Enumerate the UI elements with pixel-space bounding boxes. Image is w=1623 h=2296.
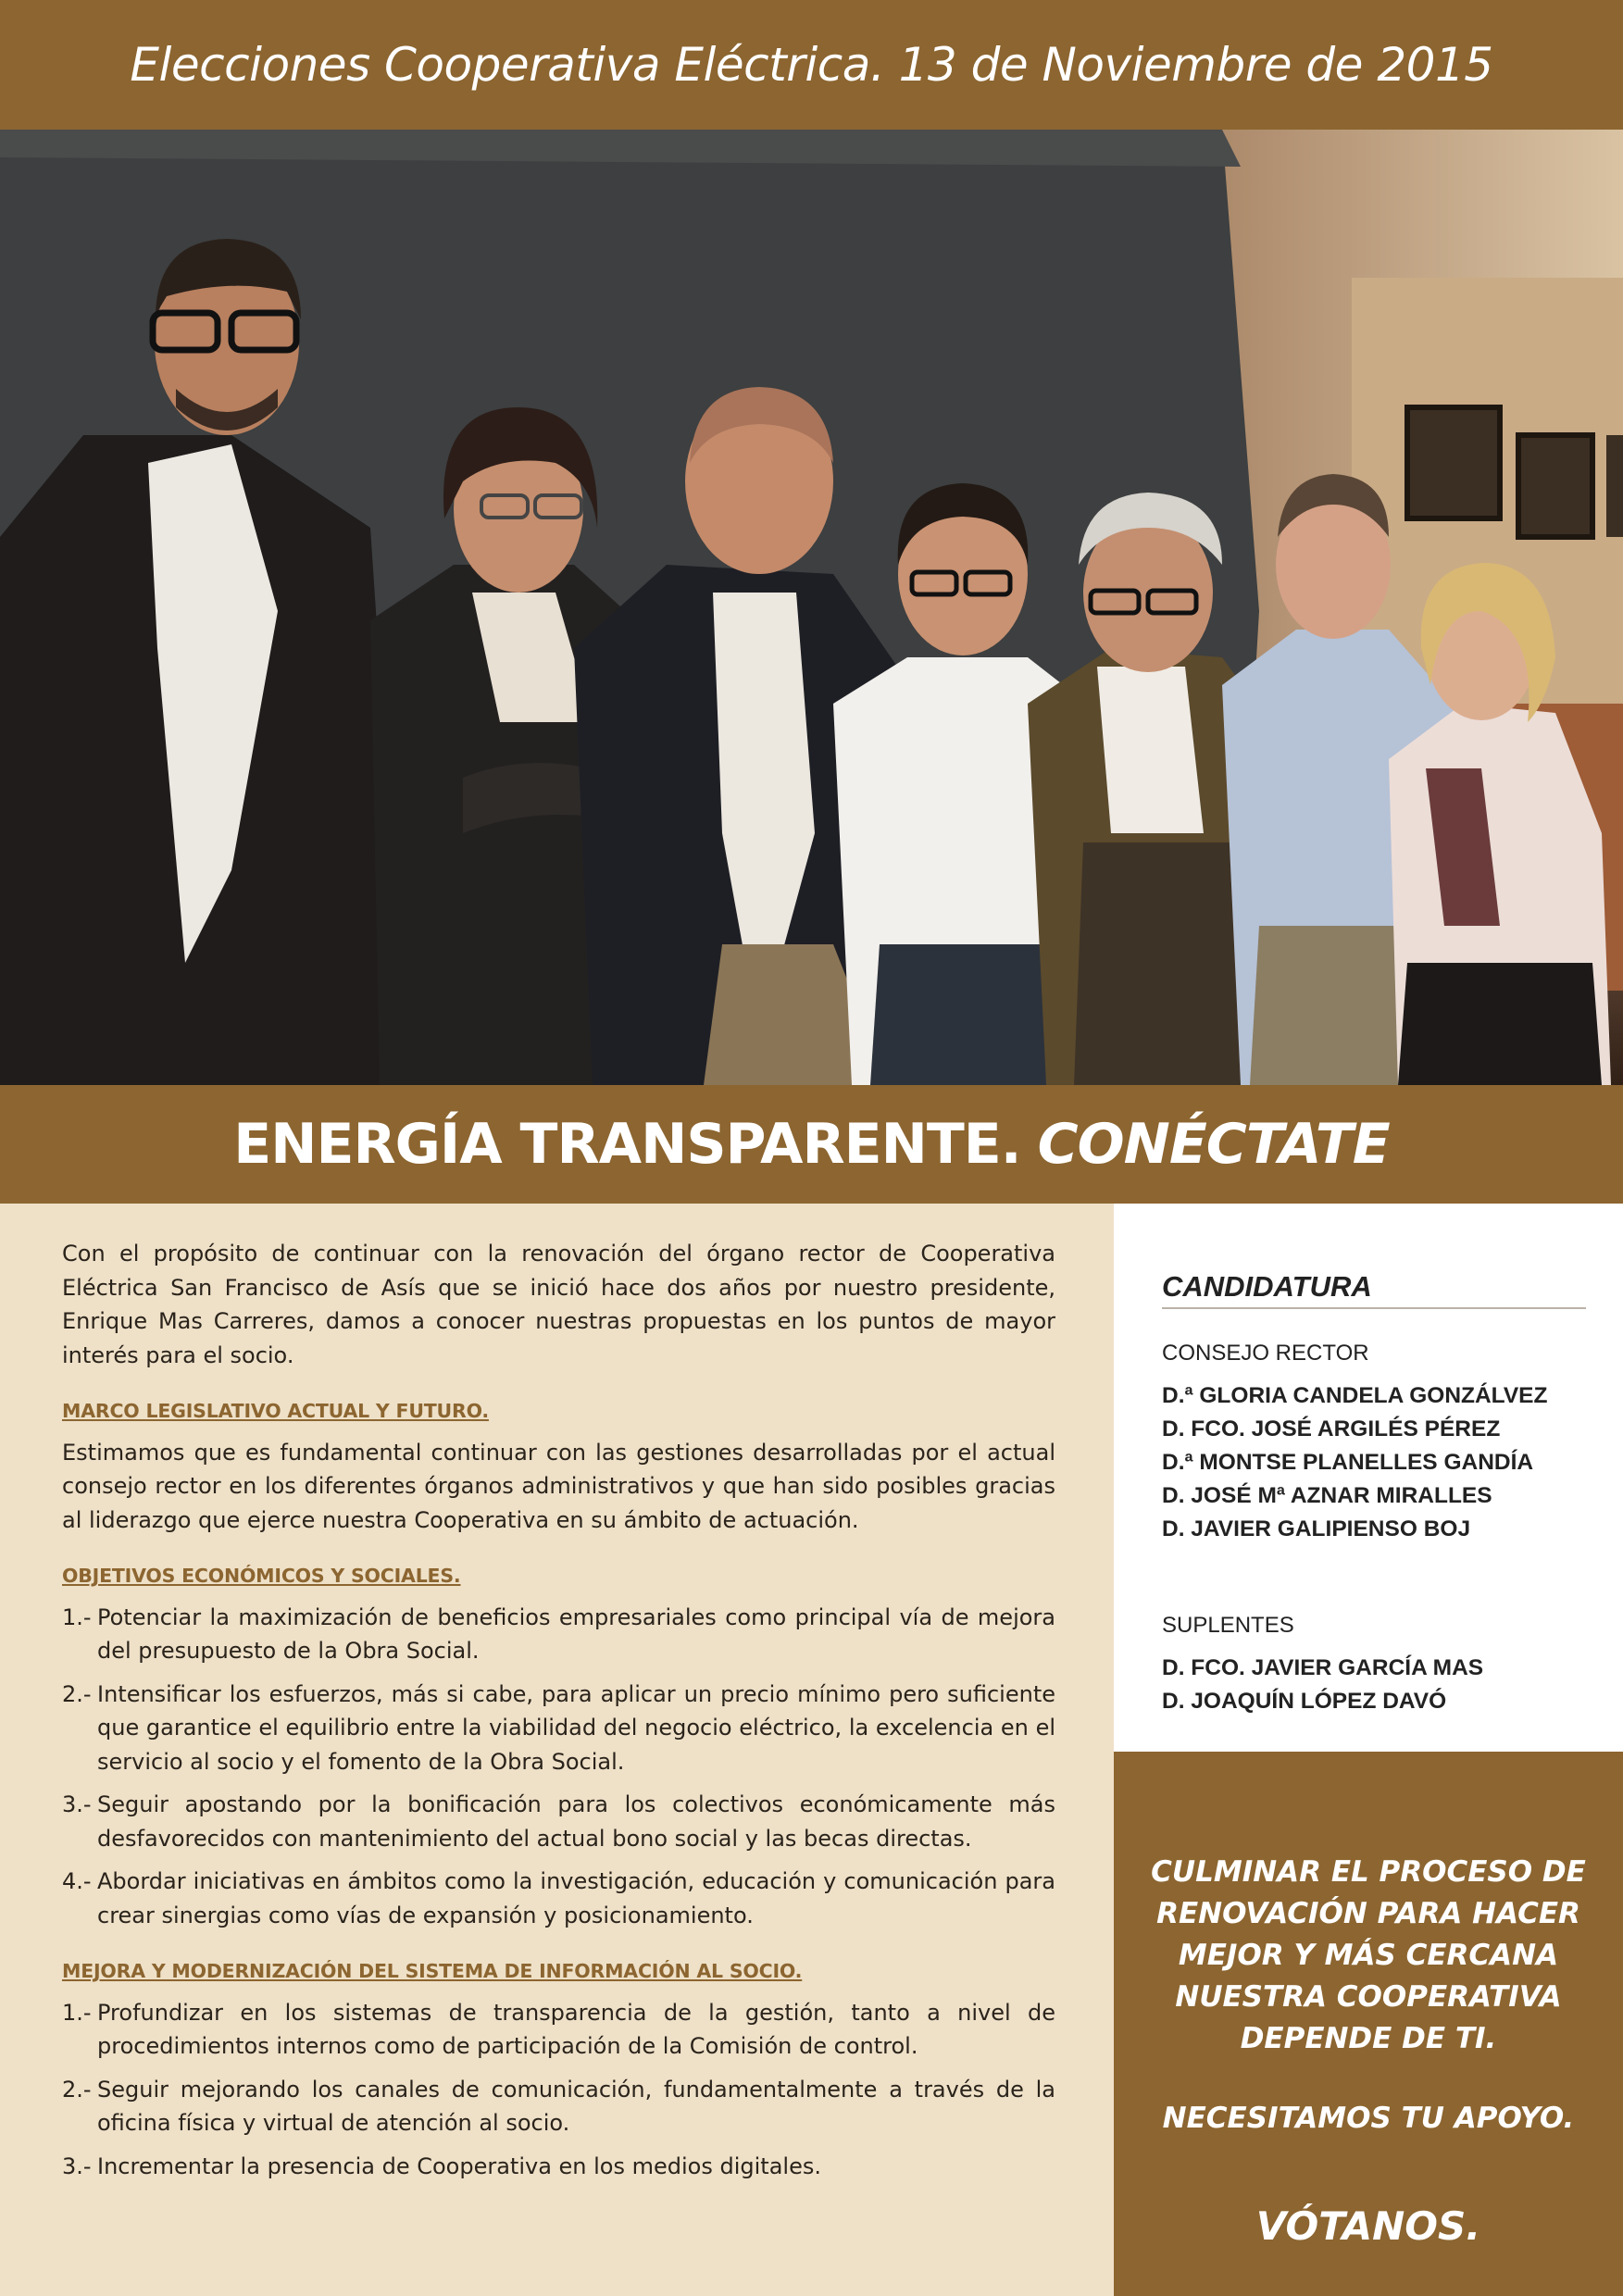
list-number: 1.- (62, 1603, 92, 1630)
list-item (62, 1678, 1055, 1779)
proposals-content (62, 1237, 1055, 2192)
slogan-conectate: CONÉCTATE (1037, 1112, 1390, 1177)
vote-callout (1114, 1752, 1623, 2296)
list-text: Incrementar la presencia de Cooperativa en los medios digitales. (97, 2152, 821, 2179)
list-number: 1.- (62, 1999, 92, 2026)
list-text: Potenciar la maximización de beneficios empresariales como principal vía de mejora del presupuesto de la Obra Social. (97, 1603, 1055, 1664)
candidate-name: D.ª MONTSE PLANELLES GANDÍA (1162, 1450, 1534, 1475)
group-photo-illustration (0, 130, 1623, 1085)
list-item (62, 1788, 1055, 1855)
slogan-main: ENERGÍA TRANSPARENTE. (233, 1112, 1021, 1177)
list-number: 3.- (62, 1791, 92, 1817)
list-number: 2.- (62, 1680, 92, 1707)
callout-support: NECESITAMOS TU APOYO. (1162, 2102, 1575, 2135)
section-text-marco: Estimamos que es fundamental continuar con las gestiones desarrolladas por el actual consejo rector en los diferentes órganos administrativos y que han sido posibles gracias al liderazgo que ejerce nuestra Cooperativa en su ámbito de actuación. (62, 1439, 1055, 1533)
candidate-name: D. FCO. JAVIER GARCÍA MAS (1162, 1655, 1484, 1680)
callout-line: NUESTRA COOPERATIVA (1175, 1980, 1562, 2014)
list-number: 4.- (62, 1868, 92, 1894)
callout-message (1114, 1852, 1623, 2060)
candidate-name: D.ª GLORIA CANDELA GONZÁLVEZ (1162, 1383, 1548, 1408)
callout-line: RENOVACIÓN PARA HACER (1156, 1897, 1580, 1930)
consejo-rector-label: CONSEJO RECTOR (1162, 1341, 1369, 1366)
proposals-column (0, 1204, 1114, 2296)
list-item (62, 1601, 1055, 1668)
callout-line: DEPENDE DE TI. (1240, 2022, 1497, 2055)
intro-paragraph: Con el propósito de continuar con la renovación del órgano rector de Cooperativa Eléctrica San Francisco de Asís que se inició hace dos años por nuestro presidente, Enrique Mas Carreres, damos a conocer nuestras propuestas en los puntos de mayor interés para el socio. (62, 1241, 1055, 1368)
list-number: 3.- (62, 2152, 92, 2179)
list-text: Seguir mejorando los canales de comunicación, fundamentalmente a través de la oficina física y virtual de atención al socio. (97, 2076, 1055, 2136)
candidatura-panel (1114, 1204, 1623, 1752)
candidate-name: D. FCO. JOSÉ ARGILÉS PÉREZ (1162, 1416, 1501, 1441)
section-title-marco: MARCO LEGISLATIVO ACTUAL Y FUTURO. (62, 1400, 489, 1422)
list-number: 2.- (62, 2076, 92, 2103)
candidatura-title: CANDIDATURA (1162, 1270, 1586, 1309)
list-text: Abordar iniciativas en ámbitos como la investigación, educación y comunicación para crear sinergias como vías de expansión y posicionamiento. (97, 1868, 1055, 1928)
callout-vote: VÓTANOS. (1255, 2203, 1481, 2249)
consejo-rector-list (1162, 1379, 1547, 1546)
suplentes-list (1162, 1652, 1483, 1718)
list-item (62, 2073, 1055, 2140)
header-title: Elecciones Cooperativa Eléctrica. 13 de Noviembre de 2015 (130, 38, 1493, 92)
list-item (62, 1865, 1055, 1932)
section-title-mejora: MEJORA Y MODERNIZACIÓN DEL SISTEMA DE INFORMACIÓN AL SOCIO. (62, 1960, 803, 1982)
suplentes-label: SUPLENTES (1162, 1613, 1294, 1638)
callout-line: CULMINAR EL PROCESO DE (1151, 1855, 1586, 1889)
list-item (62, 2150, 1055, 2184)
list-item (62, 1996, 1055, 2064)
slogan-bar (0, 1085, 1623, 1204)
list-text: Intensificar los esfuerzos, más si cabe, para aplicar un precio mínimo pero suficiente que garantice el equilibrio entre la viabilidad del negocio eléctrico, la excelencia en el servicio al socio y el fomento de la Obra Social. (97, 1680, 1055, 1775)
section-title-objetivos: OBJETIVOS ECONÓMICOS Y SOCIALES. (62, 1565, 461, 1587)
list-text: Profundizar en los sistemas de transparencia de la gestión, tanto a nivel de procedimientos internos como de participación de la Comisión de control. (97, 1999, 1055, 2059)
list-text: Seguir apostando por la bonificación para los colectivos económicamente más desfavorecidos con mantenimiento del actual bono social y las becas directas. (97, 1791, 1055, 1852)
callout-line: MEJOR Y MÁS CERCANA (1178, 1939, 1559, 1972)
header-bar (0, 0, 1623, 130)
candidate-name: D. JOSÉ Mª AZNAR MIRALLES (1162, 1483, 1492, 1508)
candidates-group-photo (0, 130, 1623, 1085)
candidate-name: D. JAVIER GALIPIENSO BOJ (1162, 1516, 1471, 1541)
candidate-name: D. JOAQUÍN LÓPEZ DAVÓ (1162, 1689, 1447, 1714)
